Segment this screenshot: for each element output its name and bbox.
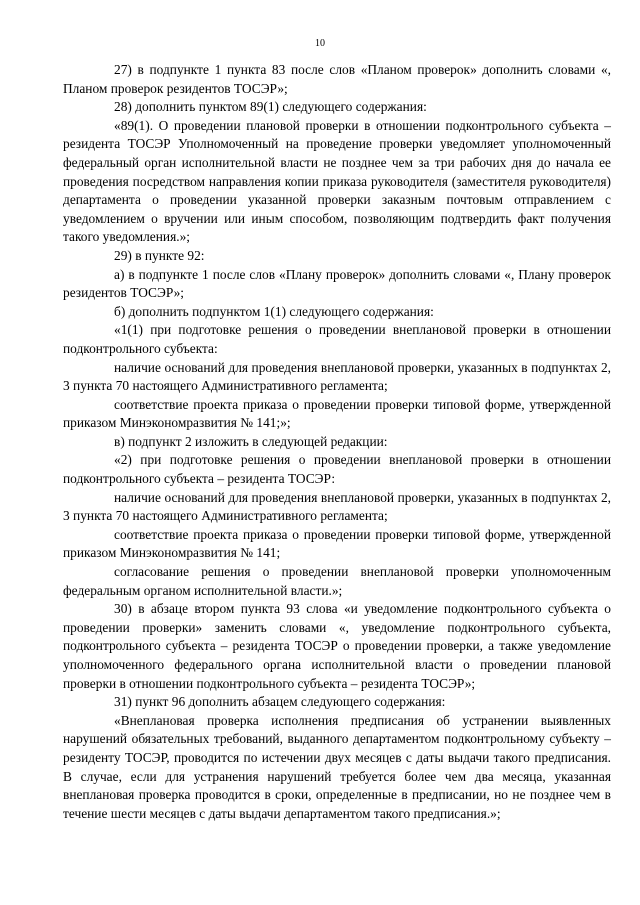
paragraph-item-29-a: а) в подпункте 1 после слов «Плану проверок» дополнить словами «, Плану проверок резидентов ТОСЭР»;	[63, 266, 611, 301]
paragraph-compliance-1: соответствие проекта приказа о проведении проверки типовой форме, утвержденной приказом Минэкономразвития № 141;»;	[63, 396, 611, 431]
paragraph-item-30: 30) в абзаце втором пункта 93 слова «и уведомление подконтрольного субъекта о проведении проверки» заменить словами «, уведомление подконтрольного субъекта, подконтрольного субъекта – резидента ТОСЭР о проведении проверки, а также уведомление уполномоченного федерального органа исполнительной власти о проведении плановой проверки в отношении подконтрольного субъекта – резидента ТОСЭР»;	[63, 601, 611, 691]
paragraph-approval: согласование решения о проведении внеплановой проверки уполномоченным федеральным органом исполнительной власти.»;	[63, 564, 611, 598]
paragraph-89-1-text: «89(1). О проведении плановой проверки в отношении подконтрольного субъекта – резидента ТОСЭР Уполномоченный на проведение проверки уведомляет уполномоченный федеральный орган исполнительной власти не позднее чем за три рабочих дня до начала ее проведения посредством направления копии приказа руководителя (заместителя руководителя) департамента о проведении указанной проверки заказным почтовым отправлением с уведомлением о вручении или иным способом, позволяющим подтвердить факт получения такого уведомления.»;	[63, 117, 611, 245]
paragraph-grounds-2: наличие оснований для проведения внеплановой проверки, указанных в подпунктах 2, 3 пункта 70 настоящего Административного регламента;	[63, 489, 611, 524]
page-number: 10	[315, 38, 325, 49]
paragraph-item-27: 27) в подпункте 1 пункта 83 после слов «Планом проверок» дополнить словами «, Планом проверок резидентов ТОСЭР»;	[63, 62, 611, 96]
document-body	[63, 61, 611, 823]
paragraph-unscheduled-inspection: «Внеплановая проверка исполнения предписания об устранении выявленных нарушений обязательных требований, выданного департаментом подконтрольному субъекту – резиденту ТОСЭР, проводится по истечении двух месяцев с даты выдачи такого предписания. В случае, если для устранения нарушений требуется более чем два месяца, указанная внеплановая проверка проводится в сроки, определенные в предписании, но не позднее чем в течение шести месяцев с даты выдачи департаментом такого предписания.»;	[63, 712, 611, 821]
paragraph-grounds-1: наличие оснований для проведения внеплановой проверки, указанных в подпунктах 2, 3 пункта 70 настоящего Административного регламента;	[63, 359, 611, 394]
paragraph-compliance-2: соответствие проекта приказа о проведении проверки типовой форме, утвержденной приказом Минэкономразвития № 141;	[63, 526, 611, 561]
paragraph-item-28: 28) дополнить пунктом 89(1) следующего содержания:	[114, 99, 427, 115]
paragraph-item-29: 29) в пункте 92:	[114, 247, 205, 263]
paragraph-subitem-2: «2) при подготовке решения о проведении внеплановой проверки в отношении подконтрольного субъекта – резидента ТОСЭР:	[63, 452, 611, 487]
paragraph-item-31: 31) пункт 96 дополнить абзацем следующего содержания:	[114, 694, 446, 710]
paragraph-item-29-v: в) подпункт 2 изложить в следующей редакции:	[114, 433, 388, 449]
paragraph-subitem-1-1: «1(1) при подготовке решения о проведении внеплановой проверки в отношении подконтрольного субъекта:	[63, 322, 611, 356]
paragraph-item-29-b: б) дополнить подпунктом 1(1) следующего содержания:	[114, 303, 434, 319]
